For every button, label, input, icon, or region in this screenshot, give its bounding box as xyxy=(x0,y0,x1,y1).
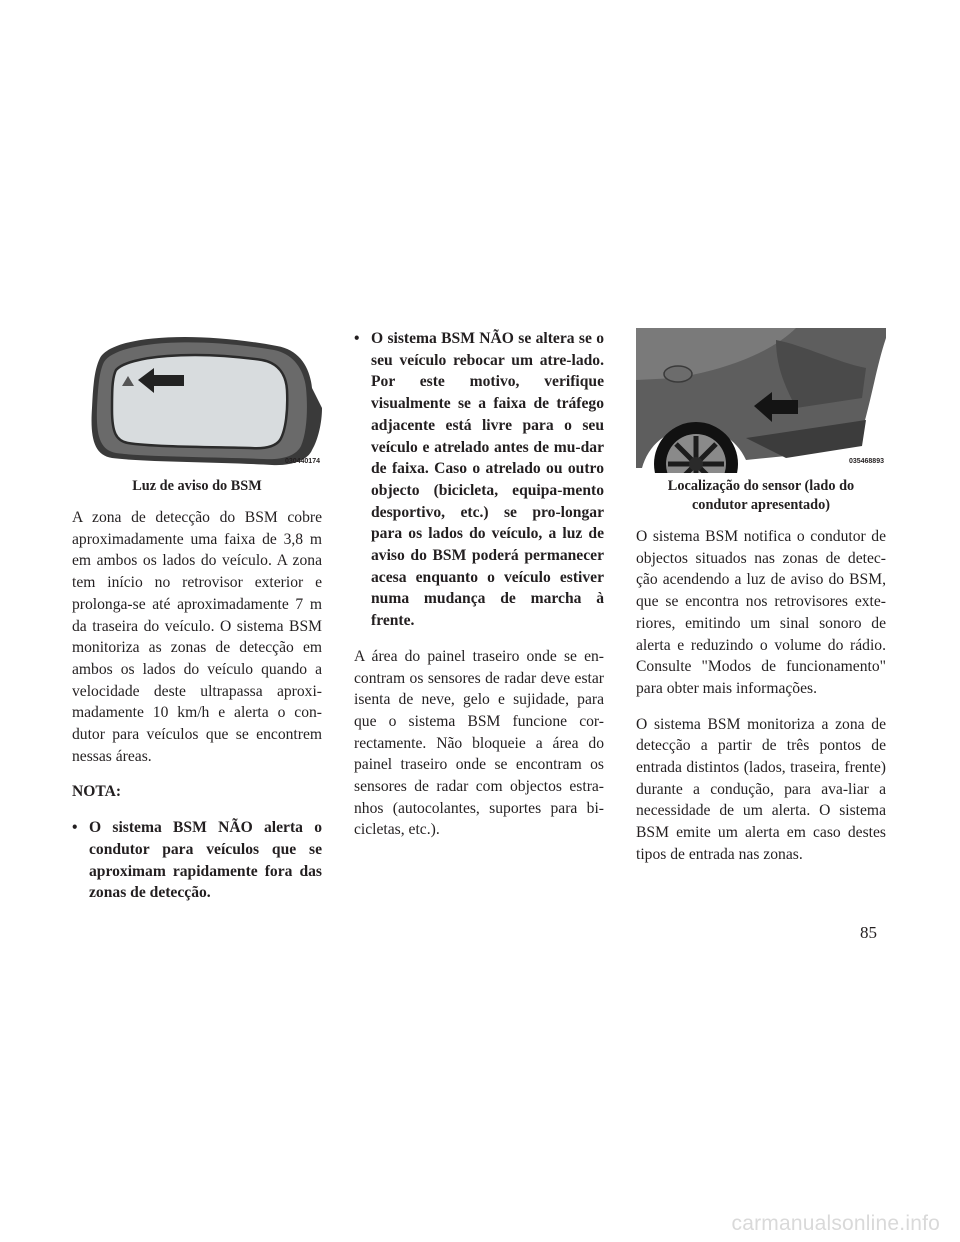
bullet-symbol: • xyxy=(354,330,360,347)
left-column xyxy=(72,328,322,918)
bullet-symbol: • xyxy=(72,819,78,837)
body-paragraph: A zona de detecção do BSM cobre aproximadamente uma faixa de 3,8 m em ambos os lados do veículo. A zona tem início no retrovisor exterior e prolonga-se até aproximadamente 7 m da traseira do veículo. O sistema BSM monitoriza as zonas de detecção em ambos os lados do veículo quando a velocidade deste ultrapassa aproxi-madamente 10 km/h e alerta o con-dutor para veículos que se encontrem nessas áreas. xyxy=(72,509,322,765)
note-bullet-list xyxy=(354,328,604,632)
right-column xyxy=(636,328,886,880)
bullet-item xyxy=(354,328,604,632)
watermark[interactable]: carmanualsonline.info xyxy=(731,1212,940,1235)
figure-code: 035468893 xyxy=(848,458,884,466)
bullet-text: O sistema BSM NÃO alerta o condutor para veículos que se aproximam rapidamente fora das zonas de detecção. xyxy=(89,819,322,902)
sensor-location-figure xyxy=(636,328,886,473)
body-paragraph: A área do painel traseiro onde se en-contram os sensores de radar deve estar isenta de neve, gelo e sujidade, para que o sistema BSM funcione cor-rectamente. Não bloqueie a área do painel traseiro onde se encontram os sensores de radar com objectos estra-nhos (autocolantes, suportes para bi-cicletas, etc.). xyxy=(354,647,604,839)
middle-column xyxy=(354,328,604,855)
body-paragraph: O sistema BSM notifica o condutor de objectos situados nas zonas de detec-ção acendendo a luz de aviso do BSM, que se encontra nos retrovisores exte-riores, emitindo um sinal sonoro de alerta e reduzindo o volume do rádio. Consulte "Modos de funcionamento" para obter mais informações. xyxy=(636,528,886,697)
body-paragraph: O sistema BSM monitoriza a zona de detecção a partir de três pontos de entrada distintos (lados, traseira, frente) durante a condução, para ava-liar a necessidade de um alerta. O sistema BSM emite um alerta em caso destes tipos de entrada nas zonas. xyxy=(636,715,886,863)
note-bullet-list xyxy=(72,817,322,904)
note-title: NOTA: xyxy=(72,783,122,801)
figure-code: 030440174 xyxy=(284,458,320,466)
figure-caption: Localização do sensor (lado do condutor apresentado) xyxy=(667,478,855,513)
bullet-item xyxy=(72,817,322,904)
bsm-warning-light-figure xyxy=(72,328,322,473)
figure-caption: Luz de aviso do BSM xyxy=(132,478,262,494)
page-number: 85 xyxy=(860,923,877,942)
bullet-text: O sistema BSM NÃO se altera se o seu veículo rebocar um atre-lado. Por este motivo, verifique visualmente se a faixa de tráfego adjacente está livre para o seu veículo e atrelado antes de mu-dar de faixa. Caso o atrelado ou outro objecto (bicicleta, equipa-mento desportivo, etc.) se pro-longar para os lados do veículo, a luz de aviso do BSM poderá permanecer acesa enquanto o veículo estiver numa mudança de marcha à frente. xyxy=(371,330,604,630)
